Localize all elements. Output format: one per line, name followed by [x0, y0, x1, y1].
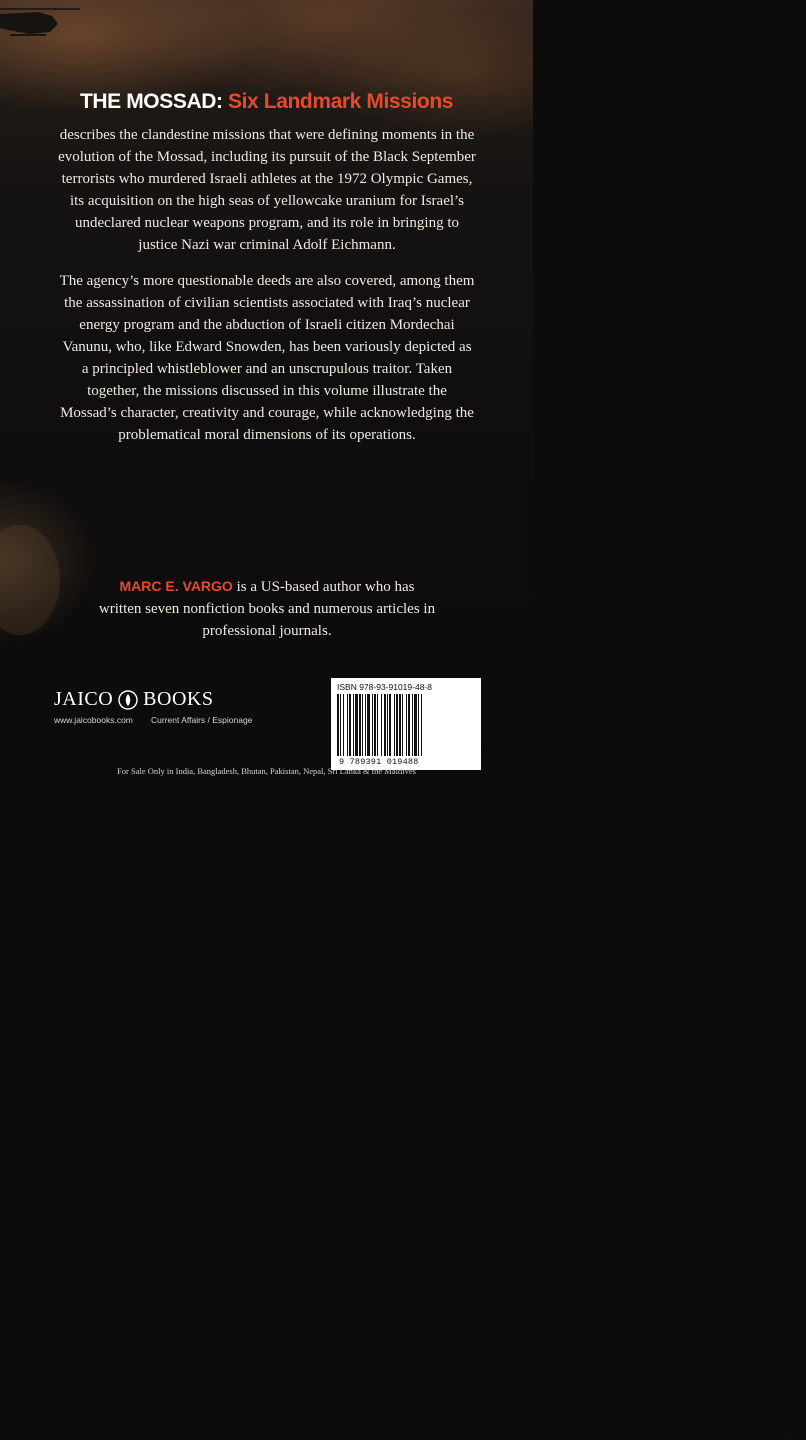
barcode-bar — [412, 694, 413, 756]
barcode-bars — [337, 694, 449, 756]
barcode-bar — [343, 694, 344, 756]
barcode-bar — [355, 694, 358, 756]
book-category: Current Affairs / Espionage — [151, 715, 253, 725]
barcode-bar — [365, 694, 366, 756]
book-code: J-3048 — [783, 1431, 806, 1440]
barcode-bar — [406, 694, 407, 756]
barcode-bar — [408, 694, 410, 756]
barcode-bar — [367, 694, 370, 756]
author-name: MARC E. VARGO — [119, 578, 233, 594]
barcode-bar — [347, 694, 348, 756]
author-bio-text: is a US-based author who has written seven nonfiction books and numerous articles in professional journals. — [98, 579, 436, 639]
isbn-barcode — [331, 678, 806, 1440]
publisher-name-right: BOOKS — [143, 688, 214, 710]
barcode-bar — [372, 694, 373, 756]
barcode-bar — [359, 694, 361, 756]
barcode-bar — [389, 694, 391, 756]
barcode-bar — [337, 694, 339, 756]
barcode-bar — [418, 694, 419, 756]
publisher-website: www.jaicobooks.com — [54, 715, 133, 725]
book-title — [0, 90, 533, 114]
description-paragraph-1: describes the clandestine missions that were defining moments in the evolution of the Mossad, including its pursuit of the Black September terrorists who murdered Israeli athletes at the 1972 Olympic Games, its acquisition on the high seas of yellowcake uranium for Israel’s undeclared nuclear weapons program, and its role in bringing to justice Nazi war criminal Adolf Eichmann. — [58, 127, 476, 253]
barcode-bar — [394, 694, 395, 756]
sale-notice: For Sale Only in India, Bangladesh, Bhutan, Pakistan, Nepal, Sri Lanka & the Maldives — [117, 766, 416, 776]
barcode-number: 9 789391 019488 — [339, 757, 419, 767]
barcode-bar — [399, 694, 401, 756]
publisher-name-left: JAICO — [54, 688, 114, 710]
barcode-bar — [349, 694, 351, 756]
background-silhouette — [0, 520, 90, 640]
barcode-bar — [362, 694, 363, 756]
isbn-text: ISBN 978-93-91019-48-8 — [337, 682, 432, 692]
barcode-bar — [377, 694, 378, 756]
helicopter-silhouette-icon — [0, 0, 90, 40]
barcode-bar — [340, 694, 341, 756]
barcode-bar — [387, 694, 388, 756]
barcode-bar — [414, 694, 417, 756]
barcode-bar — [384, 694, 386, 756]
author-bio — [98, 575, 436, 642]
barcode-bar — [396, 694, 398, 756]
barcode-bar — [374, 694, 376, 756]
barcode-bar — [402, 694, 403, 756]
publisher-logo — [54, 688, 213, 711]
barcode-bar — [421, 694, 422, 756]
barcode-bar — [381, 694, 382, 756]
description-paragraph-2: The agency’s more questionable deeds are also covered, among them the assassination of civilian scientists associated with Iraq’s nuclear energy program and the abduction of Israeli citizen Mordechai Vanunu, who, like Edward Snowden, has been variously depicted as a principled whistleblower and an unscrupulous traitor. Taken together, the missions discussed in this volume illustrate the Mossad’s character, creativity and courage, while acknowledging the problematical moral dimensions of its operations. — [59, 273, 475, 443]
title-main: THE MOSSAD: — [79, 90, 223, 113]
title-subtitle: Six Landmark Missions — [228, 90, 454, 113]
barcode-bar — [353, 694, 354, 756]
jaico-emblem-icon — [118, 690, 138, 710]
